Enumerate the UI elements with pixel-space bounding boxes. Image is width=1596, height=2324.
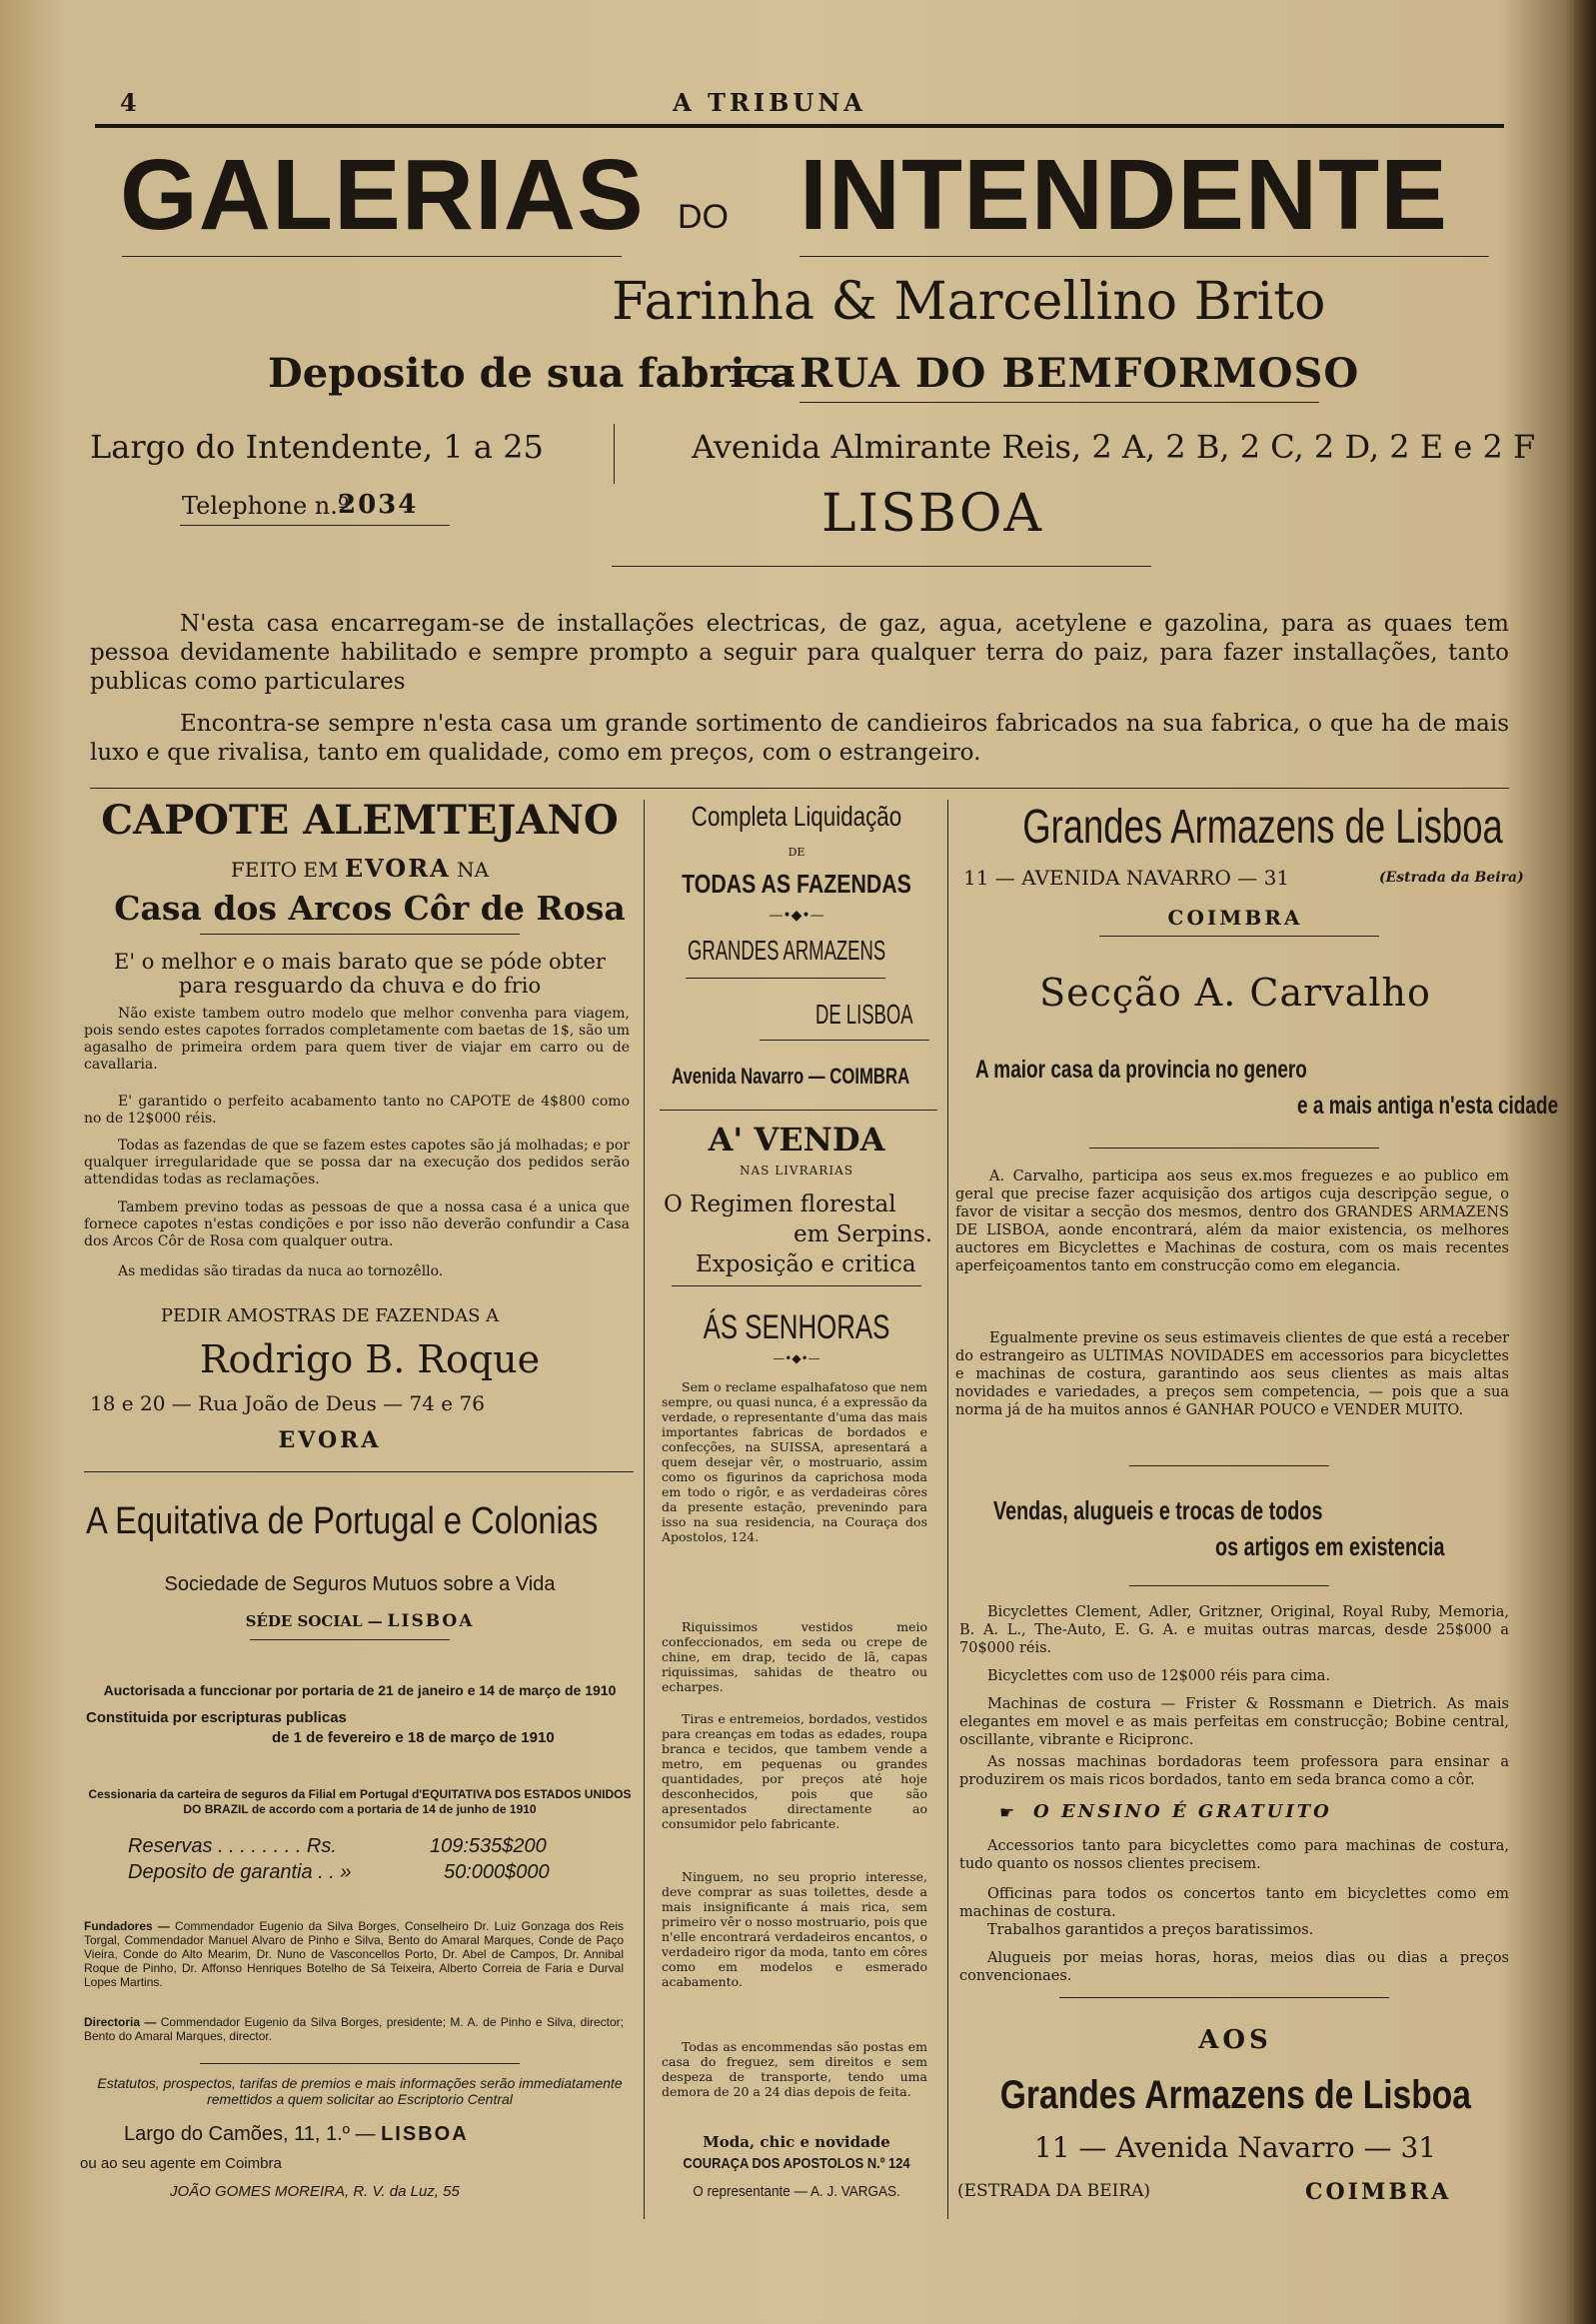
middle-rule-1: [660, 1110, 937, 1111]
middle-ladies-p5: Todas as encommendas são postas em casa do freguez, sem direitos e sem despeza de transporte, tendo uma demora de 20 a 24 dias depois de feita.: [662, 2039, 927, 2099]
equitativa-transfer: Cessionaria da carteira de seguros da Filial em Portugal d'EQUITATIVA DOS ESTADOS UNIDOS DO BRAZIL de accordo com a portaria de 14 de junho de 1910: [88, 1787, 632, 1816]
armazens-addr: 11 — AVENIDA NAVARRO — 31: [963, 866, 1290, 890]
equitativa-note: Estatutos, prospectos, tarifas de premios e mais informações serão immediatamente remettidos a quem solicitar ao Escriptorio Central: [97, 2075, 623, 2107]
capote-merchant-address: 18 e 20 — Rua João de Deus — 74 e 76: [90, 1391, 485, 1415]
armazens-rule-1: [1129, 1465, 1329, 1466]
middle-ladies: ÁS SENHORAS: [703, 1308, 890, 1346]
galerias-bottom-rule: [90, 788, 1509, 789]
galerias-address-right: Avenida Almirante Reis, 2 A, 2 B, 2 C, 2 D, 2 E e 2 F: [692, 428, 1536, 466]
middle-ladies-p1: Sem o reclame espalhafatoso que nem sempre, ou quasi nunca, é a expressão da verdade, o representante d'uma das mais importantes fabricas de bordados e confecções, na SUISSA, apresentará a quem desejar vêr, o mostruario, assim como os figurinos da caprichosa moda em todo o rigôr, e as verdadeiras côres da presente estação, prevenindo para isso na sua residencia, na Couraça dos Apostolos, 124.: [662, 1379, 927, 1544]
armazens-title: Grandes Armazens de Lisboa: [1022, 801, 1503, 854]
galerias-deposit: Deposito de sua fabrica: [268, 350, 797, 397]
street-underline: [799, 402, 1319, 403]
middle-liq-sub: TODAS AS FAZENDAS: [682, 869, 911, 899]
equitativa-constituted-1: Constituida por escripturas publicas: [86, 1709, 347, 1726]
middle-ladies-rep: O representante — A. J. VARGAS.: [693, 2183, 900, 2200]
equitativa-board: Commendador Eugenio da Silva Borges, presidente; M. A. de Pinho e Silva, director; Bento do Amaral Marques, director.: [84, 2015, 625, 2043]
address-divider: [614, 424, 615, 484]
armazens-slogan-rule: [1089, 1148, 1379, 1149]
middle-shop-rule-1: [686, 978, 885, 979]
middle-ladies-p3: Tiras e entremeios, bordados, vestidos para creanças em todas as edades, roupa branca e tecidos, que tambem vende a metro, em pequenas ou grandes quantidades, por preços até hoje desconhecidos, pois que são apresentados directamente ao consumidor pelo fabricante.: [662, 1711, 927, 1831]
armazens-slogan-2: e a mais antiga n'esta cidade: [1297, 1092, 1559, 1120]
page-number: 4: [120, 88, 137, 117]
capote-merchant: Rodrigo B. Roque: [199, 1337, 541, 1381]
equitativa-title: A Equitativa de Portugal e Colonias: [86, 1500, 599, 1542]
middle-sale-title: A' VENDA: [708, 1121, 885, 1159]
middle-shop-addr: Avenida Navarro — COIMBRA: [672, 1064, 910, 1089]
capote-subtitle-pre: FEITO EM: [230, 858, 339, 882]
armazens-slogan-1: A maior casa da provincia no genero: [975, 1056, 1307, 1084]
seat-rule: [250, 1639, 450, 1640]
capote-p5: As medidas são tiradas da nuca ao tornozêllo.: [118, 1263, 444, 1279]
equitativa-office-address: Largo do Camões, 11, 1.º —: [124, 2123, 376, 2145]
middle-ladies-p2: Riquissimos vestidos meio confeccionados, em seda ou crepe de chine, em drap, tecido de lã, capas riquissimas, sahidas de theatro ou echarpes.: [662, 1619, 927, 1694]
equitativa-board-label: Directoria —: [84, 2015, 157, 2029]
armazens-p2: Egualmente previne os seus estimaveis clientes de que está a receber do estrangeiro as ULTIMAS NOVIDADES em accessorios para bicyclettes e machinas de costura, garantindo aos seus clientes as mais altas novidades e variedades, a preços sem competencia, — pois que a sua norma já de ha muitos annos é GANHAR POUCO e VENDER MUITO.: [955, 1330, 1509, 1418]
middle-ornament-2: —•◆•—: [773, 1351, 820, 1365]
hand-pointer-icon: ☛: [999, 1803, 1015, 1823]
equitativa-founders: Commendador Eugenio da Silva Borges, Conselheiro Dr. Luiz Gonzaga dos Reis Torgal, Commendador Manuel Alvaro de Pinho e Silva, Bento do Amaral Marques, Conde de Paço Vieira, Conde do Alto Mearim, Dr. Nuno de Vasconcellos Porto, Dr. Abel de Campos, Dr. Annibal Roque de Pinho, Dr. Affonso Henriques Botelho de Sá Teixeira, Alberto Correia de Faria e Durval Lopes Martins.: [84, 1919, 625, 1989]
middle-book-1: O Regimen florestal: [664, 1191, 896, 1217]
capote-subtitle-city: EVORA: [344, 854, 451, 883]
galerias-telephone-number: 2034: [338, 490, 419, 520]
middle-ladies-addr: COURAÇA DOS APOSTOLOS N.º 124: [683, 2155, 910, 2172]
equitativa-subtitle: Sociedade de Seguros Mutuos sobre a Vida: [164, 1573, 556, 1595]
capote-p3: Todas as fazendas de que se fazem estes capotes são já molhadas; e por qualquer irregularidade que se possa dar na execução dos pedidos serão attendidas todas as reclamações.: [84, 1138, 630, 1187]
armazens-city: COIMBRA: [1167, 906, 1303, 930]
capote-bottom-rule: [84, 1471, 634, 1472]
galerias-title-do: DO: [678, 198, 729, 236]
page-spine-edge: [1574, 0, 1596, 2324]
title-underline-left: [122, 256, 622, 257]
column-rule-1: [644, 800, 645, 2219]
equitativa-authorised: Auctorisada a funccionar por portaria de 21 de janeiro e 14 de março de 1910: [103, 1682, 617, 1698]
armazens-aos: AOS: [1198, 2025, 1272, 2055]
armazens-b6: Officinas para todos os concertos tanto em bicyclettes como em machinas de costura.: [959, 1886, 1509, 1920]
equitativa-constituted-2: de 1 de fevereiro e 18 de março de 1910: [272, 1729, 555, 1746]
telephone-underline: [180, 525, 450, 526]
middle-shop-2: DE LISBOA: [815, 999, 913, 1030]
armazens-p1: A. Carvalho, participa aos seus ex.mos freguezes e ao publico em geral que precise fazer acquisição dos artigos cuja descripção segue, o favor de visitar a secção dos mesmos, dentro dos GRANDES ARMAZENS DE LISBOA, aonde encontrará, além da maior existencia, os melhores auctores em Bicyclettes e Machinas de costura, com os mais recentes aperfeiçoamentos tanto em construcção como em elegancia.: [955, 1168, 1509, 1274]
middle-rule-2: [672, 1285, 921, 1286]
galerias-firm: Farinha & Marcellino Brito: [612, 272, 1326, 332]
title-underline-right: [799, 256, 1489, 257]
equitativa-agent-line: ou ao seu agente em Coimbra: [80, 2155, 282, 2172]
equitativa-reserves-value: 109:535$200: [430, 1835, 547, 1857]
galerias-telephone-label: Telephone n.º: [182, 492, 350, 520]
armazens-city-2: COIMBRA: [1305, 2179, 1452, 2205]
middle-shop-rule-2: [760, 1040, 929, 1041]
capote-title: CAPOTE ALEMTEJANO: [101, 797, 619, 844]
middle-shop-1: GRANDES ARMAZENS: [688, 935, 886, 966]
galerias-para-2: Encontra-se sempre n'esta casa um grande sortimento de candieiros fabricados na sua fabrica, o que ha de mais luxo e que rivalisa, tanto em qualidade, como em preços, com o estrangeiro.: [90, 711, 1509, 766]
deposit-equals-sign: [730, 366, 794, 382]
column-rule-2: [947, 800, 948, 2219]
armazens-offer-1: Vendas, alugueis e trocas de todos: [993, 1495, 1323, 1525]
header-rule: [95, 124, 1504, 128]
middle-ladies-tag: Moda, chic e novidade: [703, 2133, 890, 2151]
galerias-city: LISBOA: [821, 484, 1044, 544]
armazens-b3: Machinas de costura — Frister & Rossmann e Dietrich. As mais elegantes em movel e as mais perfeitas em construcção; Bobine central, oscillante, vibrante e Ricipronc.: [959, 1696, 1509, 1748]
armazens-rule-2: [1129, 1585, 1329, 1586]
city-underline: [612, 566, 1151, 567]
equitativa-office-city: LISBOA: [381, 2123, 469, 2145]
capote-shop-rule: [200, 934, 520, 935]
capote-p1: Não existe tambem outro modelo que melhor convenha para viagem, pois sendo estes capotes forrados completamente com baetas de 1$, são um agasalho de primeira ordem para quem tiver de viajar em carro ou de cavallaria.: [84, 1006, 630, 1073]
armazens-addr-2-note: (ESTRADA DA BEIRA): [957, 2181, 1151, 2201]
armazens-teaching: O ENSINO É GRATUITO: [1033, 1801, 1332, 1822]
armazens-b8: Alugueis por meias horas, horas, meios dias ou dias a preços convencionaes.: [959, 1950, 1509, 1984]
middle-liq-de: DE: [788, 846, 805, 859]
middle-ornament-1: —•◆•—: [769, 908, 824, 924]
equitativa-deposit-label: Deposito de garantia . . »: [128, 1861, 352, 1883]
capote-shop: Casa dos Arcos Côr de Rosa: [114, 889, 626, 928]
armazens-offer-2: os artigos em existencia: [1215, 1531, 1445, 1561]
armazens-b2: Bicyclettes com uso de 12$000 réis para cima.: [987, 1668, 1331, 1684]
equitativa-deposit-value: 50:000$000: [444, 1861, 550, 1883]
armazens-addr-note: (Estrada da Beira): [1379, 870, 1524, 886]
galerias-title-1: GALERIAS: [120, 139, 645, 251]
armazens-b5: Accessorios tanto para bicyclettes como para machinas de costura, tudo quanto os nossos clientes precisem.: [959, 1838, 1509, 1872]
armazens-title-2: Grandes Armazens de Lisboa: [999, 2073, 1471, 2117]
middle-sale-sub: NAS LIVRARIAS: [740, 1163, 853, 1177]
capote-p4: Tambem previno todas as pessoas de que a nossa casa é a unica que fornece capotes n'estas condições e por isso não deverão confundir a Casa dos Arcos Côr de Rosa com qualquer outra.: [84, 1199, 630, 1249]
middle-ladies-p4: Ninguem, no seu proprio interesse, deve comprar as suas toilettes, desde a mais insignificante á mais rica, sem primeiro vêr o nosso mostruario, pois que n'elle encontrará verdadeiros encantos, o verdadeiro rigor da moda, tanto em côres como em modelos e esmerado acabamento.: [662, 1869, 927, 1989]
middle-book-2: em Serpins.: [794, 1221, 933, 1247]
masthead: A TRIBUNA: [673, 88, 866, 117]
equitativa-seat-label: SÉDE SOCIAL —: [245, 1612, 383, 1630]
armazens-b7: Trabalhos garantidos a preços baratissimos.: [987, 1922, 1314, 1938]
equitativa-seat-city: LISBOA: [387, 1611, 475, 1631]
galerias-title-2: INTENDENTE: [799, 139, 1448, 251]
armazens-section: Secção A. Carvalho: [1039, 971, 1431, 1015]
equitativa-founders-label: Fundadores —: [84, 1919, 170, 1933]
equitativa-reserves-label: Reservas . . . . . . . . Rs.: [128, 1835, 337, 1857]
middle-liq-title: Completa Liquidação: [691, 801, 902, 832]
armazens-b4: As nossas machinas bordadoras teem professora para ensinar a produzirem os mais ricos bordados, tanto em seda branca como a côr.: [959, 1754, 1509, 1788]
armazens-city-rule: [1099, 936, 1379, 937]
armazens-addr-2: 11 — Avenida Navarro — 31: [1033, 2131, 1437, 2164]
galerias-para-1: N'esta casa encarregam-se de installações electricas, de gaz, agua, acetylene e gazolina, para as quaes tem pessoa devidamente habilitado e sempre prompto a seguir para qualquer terra do paiz, para fazer installações, tanto publicas como particulares: [90, 611, 1509, 695]
capote-samples: PEDIR AMOSTRAS DE FAZENDAS A: [160, 1305, 500, 1326]
middle-book-3: Exposição e critica: [696, 1251, 916, 1277]
capote-subtitle-post: NA: [457, 858, 490, 882]
capote-p2: E' garantido o perfeito acabamento tanto no CAPOTE de 4$800 como no de 12$000 réis.: [84, 1094, 630, 1127]
equitativa-agent: JOÃO GOMES MOREIRA, R. V. da Luz, 55: [170, 2183, 460, 2200]
armazens-rule-3: [1059, 1997, 1389, 1998]
galerias-address-left: Largo do Intendente, 1 a 25: [90, 428, 544, 466]
capote-merchant-city: EVORA: [278, 1427, 382, 1453]
equitativa-board-rule: [200, 2063, 520, 2064]
armazens-b1: Bicyclettes Clement, Adler, Gritzner, Original, Royal Ruby, Memoria, B. A. L., The-Auto, E. G. A. e muitas outras marcas, desde 25$000 a 70$000 réis.: [959, 1604, 1509, 1656]
capote-lead: E' o melhor e o mais barato que se póde obter para resguardo da chuva e do frio: [114, 950, 606, 998]
galerias-deposit-street: RUA DO BEMFORMOSO: [799, 350, 1360, 397]
